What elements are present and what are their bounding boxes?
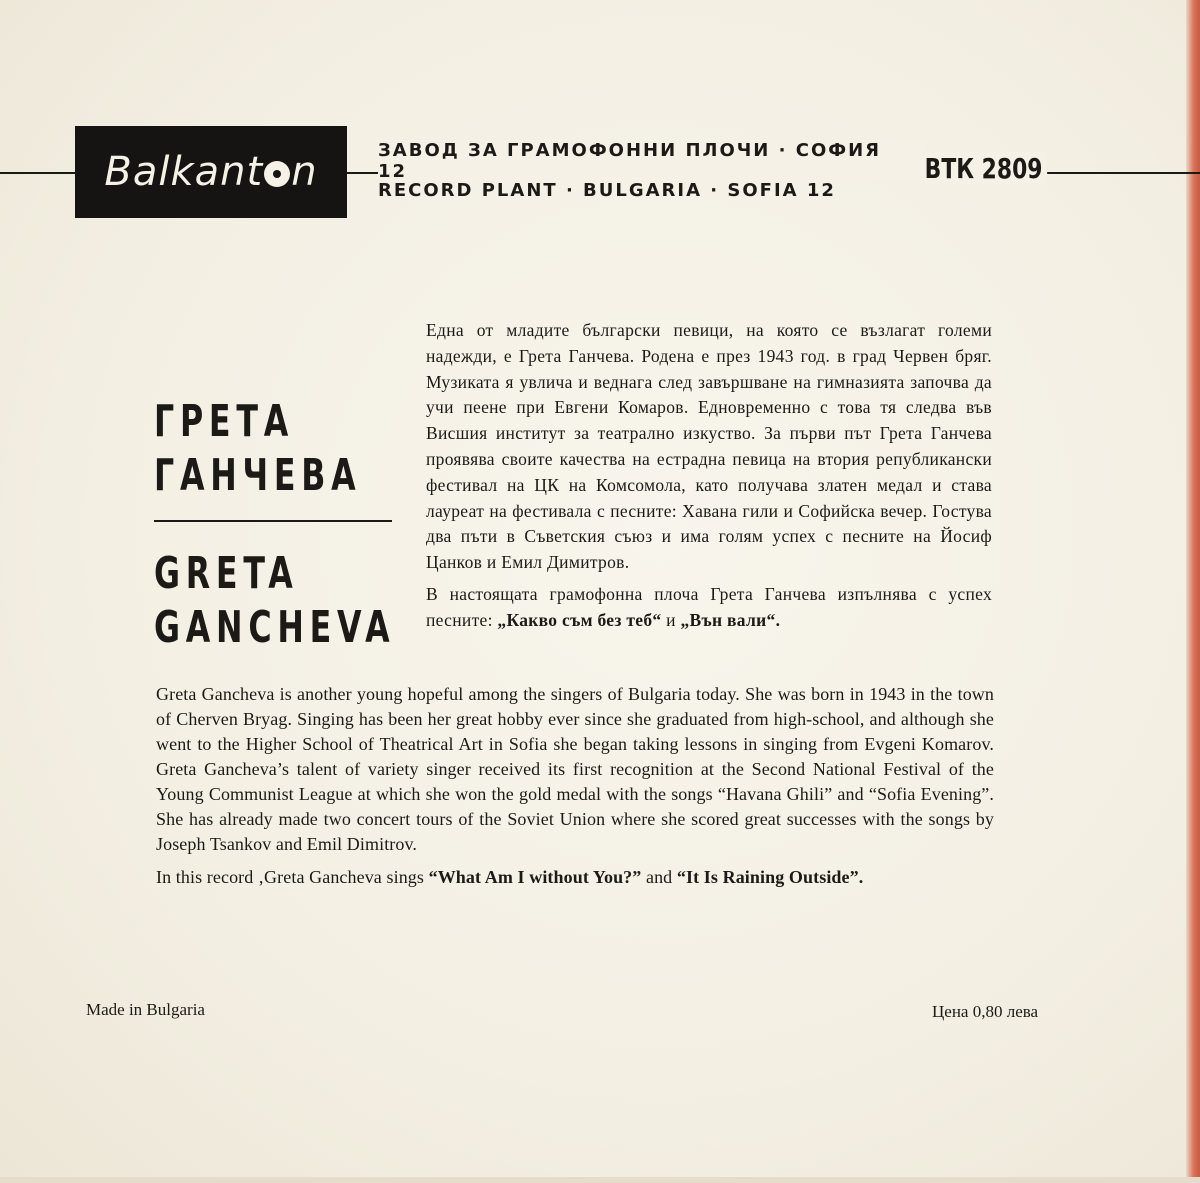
bio-paragraph-en: Greta Gancheva is another young hopeful among the singers of Bulgaria today. She was born in 1943 in the town of Cherven Bryag. Singing has been her great hobby ever since she graduated from high-school, and although she went to the Higher School of Theatrical Art in Sofia she began taking lessons in singing from Evgeni Komarov. Greta Gancheva’s talent of variety singer received its first recognition at the Second National Festival of the Young Communist League at which she won the gold medal with the songs “Havana Ghili” and “Sofia Evening”. She has already made two concert tours of the Soviet Union where she scored great successes with the songs by Joseph Tsankov and Emil Dimitrov. xyxy=(156,684,994,854)
song-title-2-bg: „Вън вали“ xyxy=(680,609,776,630)
artist-last-name-en: GANCHEVA xyxy=(154,602,396,653)
songs-intro-bg: В настоящата грамофонна плоча Грета Ганчева изпълнява с успех песните: xyxy=(426,583,992,630)
plant-name-en: RECORD PLANT · BULGARIA · SOFIA 12 xyxy=(378,180,836,201)
artist-name-en xyxy=(154,547,395,655)
artist-name-bg xyxy=(154,395,361,503)
song-title-2-en: “It Is Raining Outside” xyxy=(676,867,859,887)
sleeve-bottom-edge xyxy=(0,1177,1200,1183)
songs-intro-en: In this record ‚Greta Gancheva sings xyxy=(156,867,429,887)
song-title-1-en: “What Am I without You?” xyxy=(428,867,642,887)
made-in-label: Made in Bulgaria xyxy=(86,1000,205,1019)
balkanton-logo xyxy=(75,126,347,218)
bio-paragraph-bg: Една от младите български певици, на която се възлагат големи надежди, е Грета Ганчева. Родена е през 1943 год. в град Червен бряг. Музиката я увлича и веднага след завършване на гимназията започва да учи пеене при Евгени Комаров. Едновременно с това тя следва във Висшия институт за театрално изкуство. За първи път Грета Ганчева проявява своите качества на естрадна певица на втория републикански фестивал на ЦК на Комсомола, като получава златен медал и става лауреат на фестивала с песните: Хавана гили и Софийска вечер. Гостува два пъти в Съветския съюз и има голям успех с песните на Йосиф Цанков и Емил Димитров. xyxy=(426,320,992,573)
sleeve-edge xyxy=(1186,0,1200,1183)
songs-end-en: . xyxy=(858,867,864,887)
artist-first-name-bg: ГРЕТА xyxy=(154,396,294,447)
artist-last-name-bg: ГАНЧЕВА xyxy=(154,450,362,501)
liner-notes-en xyxy=(156,682,994,898)
songs-end-bg: . xyxy=(775,609,781,630)
logo-text: Balkant n xyxy=(104,149,318,195)
songs-paragraph-en xyxy=(156,865,994,890)
liner-notes-bg xyxy=(426,318,992,640)
plant-name-bg: ЗАВОД ЗА ГРАМОФОННИ ПЛОЧИ · СОФИЯ 12 xyxy=(378,140,926,182)
song-title-1-bg: „Какво съм без теб“ xyxy=(497,609,662,630)
artist-first-name-en: GRETA xyxy=(154,548,299,599)
title-divider xyxy=(154,520,392,522)
catalog-number: ВТК 2809 xyxy=(920,152,1047,185)
price-label: Цена 0,80 лева xyxy=(932,1002,1039,1021)
songs-paragraph-bg xyxy=(426,582,992,634)
songs-conj-en: and xyxy=(641,867,677,887)
songs-conj-bg: и xyxy=(661,609,681,630)
record-disc-icon xyxy=(264,161,290,187)
